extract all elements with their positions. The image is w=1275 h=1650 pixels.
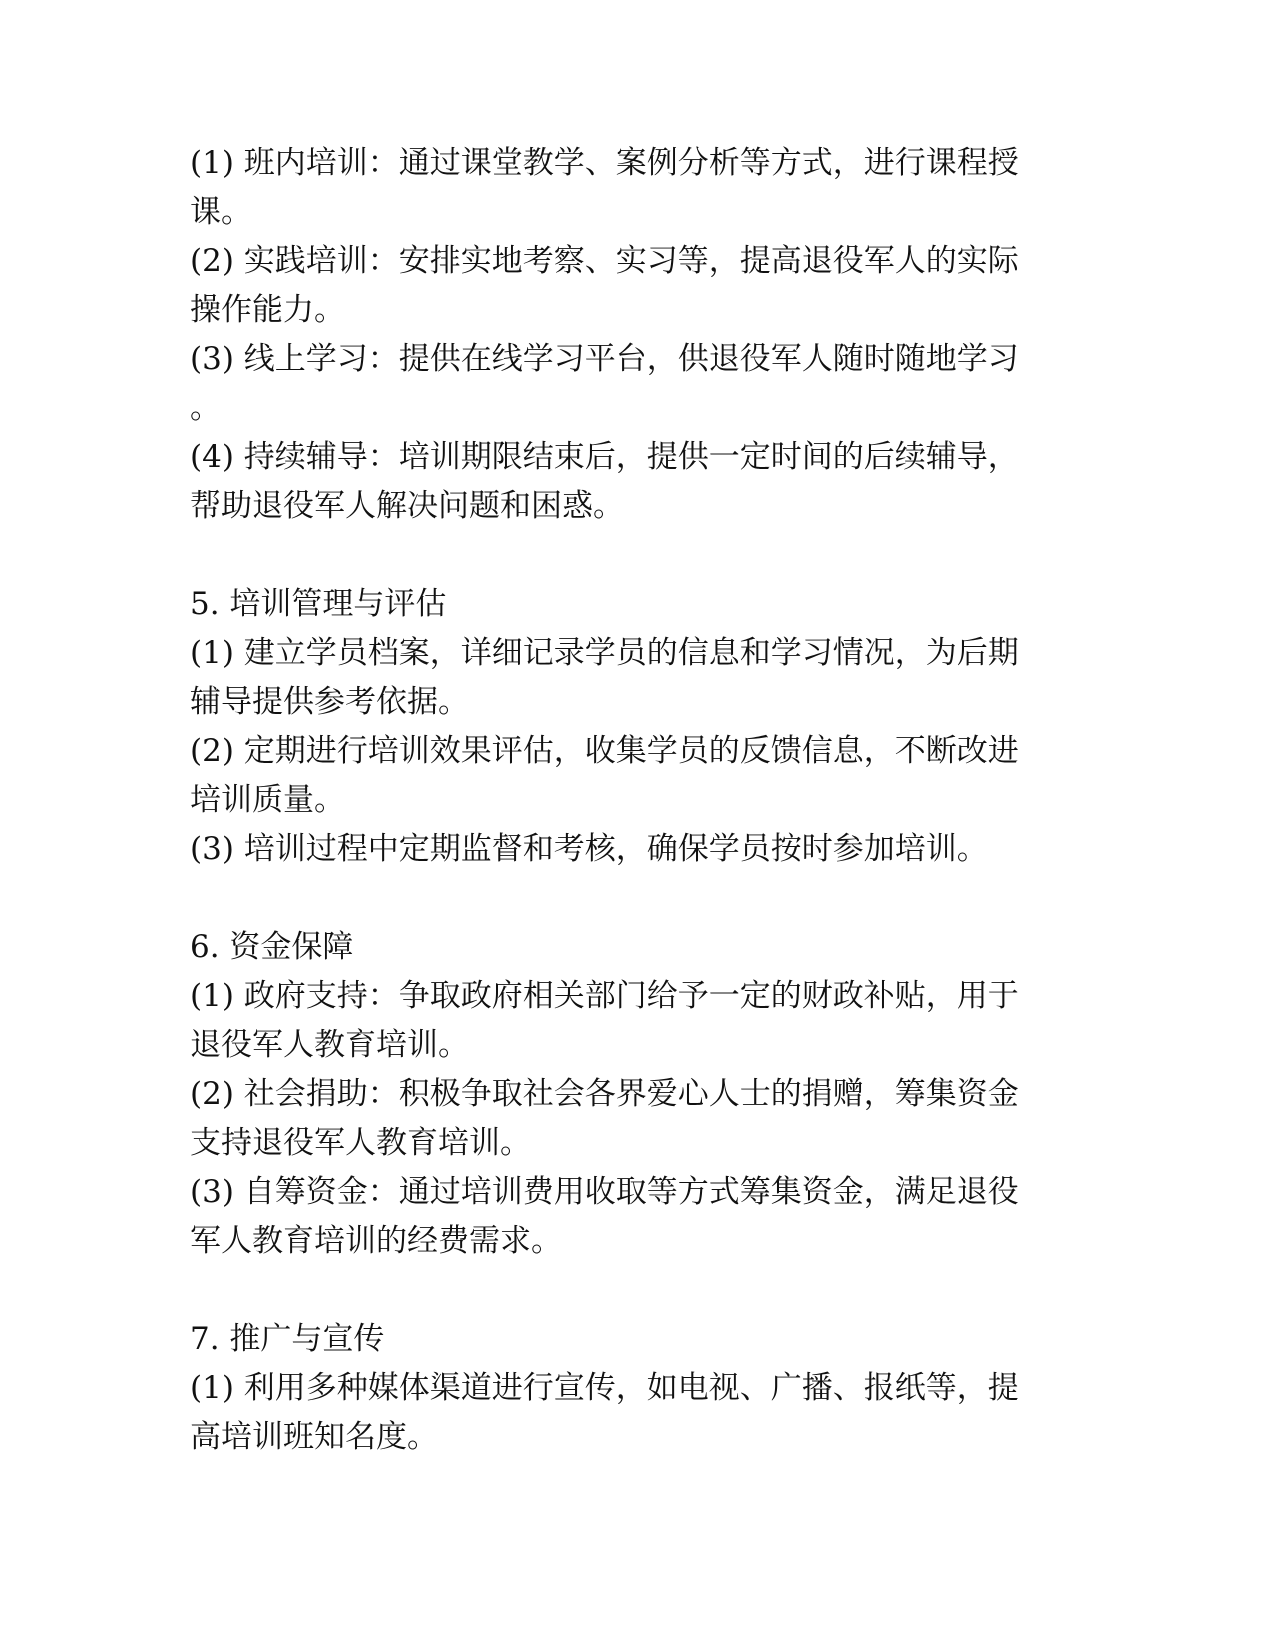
- section-funding: [190, 923, 1070, 1266]
- list-item-line: (1) 政府支持：争取政府相关部门给予一定的财政补贴，用于: [190, 978, 1019, 1014]
- list-item-line: 军人教育培训的经费需求。: [190, 1223, 562, 1259]
- list-item-line: 培训质量。: [190, 782, 345, 818]
- list-item-line: 辅导提供参考依据。: [190, 684, 469, 720]
- list-item-line: (1) 利用多种媒体渠道进行宣传，如电视、广播、报纸等，提: [190, 1370, 1019, 1406]
- training-methods-list: [190, 139, 1070, 531]
- list-item-line: (2) 实践培训：安排实地考察、实习等，提高退役军人的实际: [190, 243, 1019, 279]
- list-item-line: (3) 线上学习：提供在线学习平台，供退役军人随时随地学习: [190, 341, 1019, 377]
- list-item-line: 支持退役军人教育培训。: [190, 1125, 531, 1161]
- list-item-line: 帮助退役军人解决问题和困惑。: [190, 488, 624, 524]
- section-spacer: [190, 1266, 1070, 1315]
- list-item-line: 退役军人教育培训。: [190, 1027, 469, 1063]
- document-page: [190, 139, 1070, 1462]
- section-promotion: [190, 1315, 1070, 1462]
- section-training-management: [190, 580, 1070, 874]
- list-item-line: 。: [190, 390, 221, 426]
- list-item-line: 课。: [190, 194, 252, 230]
- list-item-line: (2) 定期进行培训效果评估，收集学员的反馈信息，不断改进: [190, 733, 1019, 769]
- list-item-line: (2) 社会捐助：积极争取社会各界爱心人士的捐赠，筹集资金: [190, 1076, 1019, 1112]
- list-item-line: 高培训班知名度。: [190, 1419, 438, 1455]
- list-item-line: 操作能力。: [190, 292, 345, 328]
- list-item-line: (3) 自筹资金：通过培训费用收取等方式筹集资金，满足退役: [190, 1174, 1019, 1210]
- section-spacer: [190, 531, 1070, 580]
- list-item-line: (1) 建立学员档案，详细记录学员的信息和学习情况，为后期: [190, 635, 1019, 671]
- list-item-line: (3) 培训过程中定期监督和考核，确保学员按时参加培训。: [190, 831, 988, 867]
- section-heading: 6. 资金保障: [190, 929, 354, 965]
- list-item-line: (1) 班内培训：通过课堂教学、案例分析等方式，进行课程授: [190, 145, 1019, 181]
- section-spacer: [190, 874, 1070, 923]
- section-heading: 7. 推广与宣传: [190, 1321, 385, 1357]
- list-item-line: (4) 持续辅导：培训期限结束后，提供一定时间的后续辅导，: [190, 439, 1019, 475]
- section-heading: 5. 培训管理与评估: [190, 586, 447, 622]
